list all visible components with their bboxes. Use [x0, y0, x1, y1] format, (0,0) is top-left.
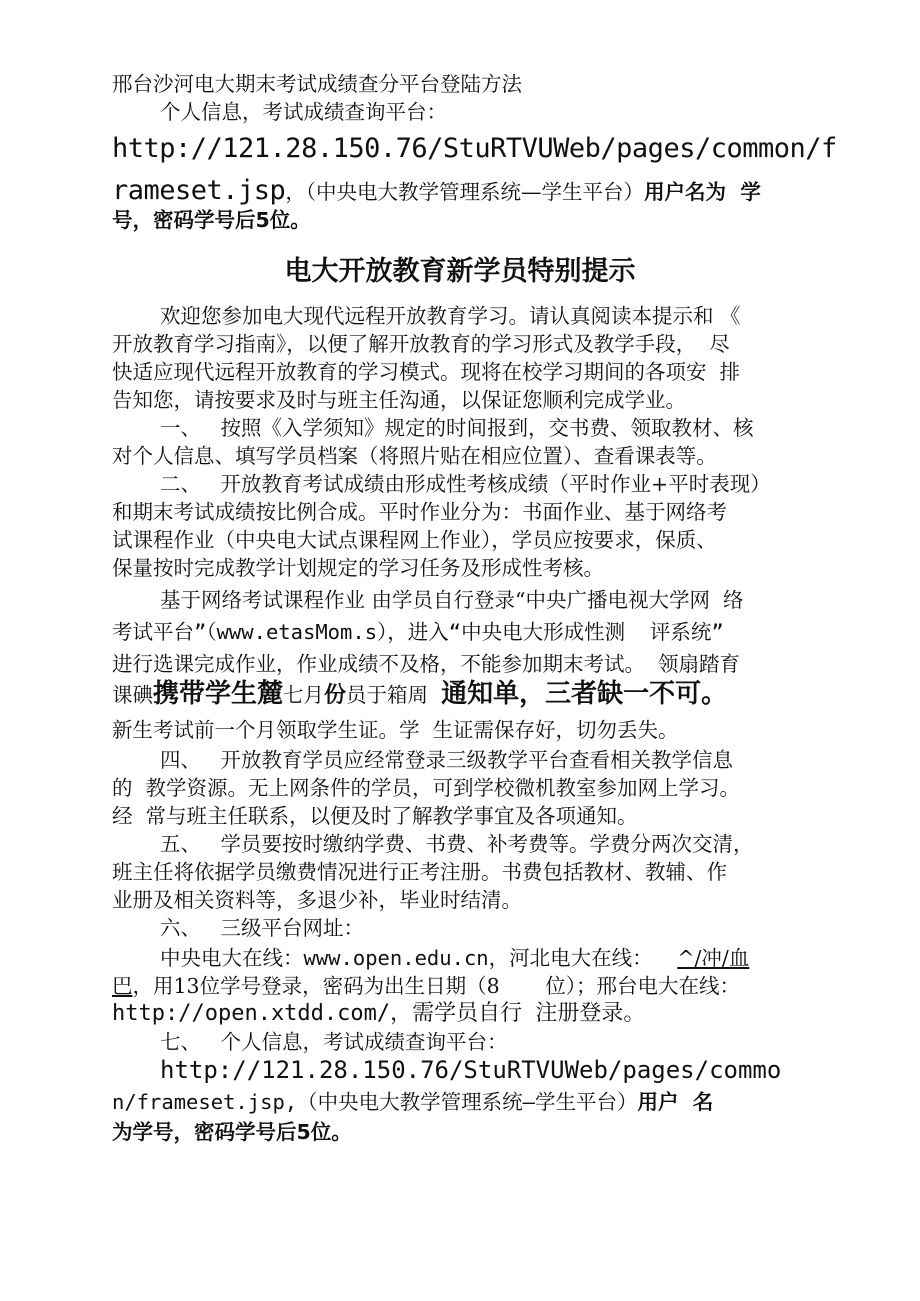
- item2b-line-2-text: 考试平台”（www.etasMom.s），进入“中央电大形成性测 评系统”: [112, 620, 724, 644]
- item7-line-2: [112, 1088, 713, 1116]
- item7-password-note: 为学号，密码学号后5位。: [112, 1120, 352, 1144]
- item2-line-2: 和期末考试成绩按比例合成。平时作业分为：书面作业、基于网络考: [112, 500, 727, 524]
- header-line-url-continued: [112, 174, 761, 208]
- item2b-l4-f: 通知单，三者缺一不可。: [441, 679, 728, 709]
- item6-login-note: ，用13位学号登录，密码为出生日期（8 位）；邢台电大在线：: [132, 974, 740, 998]
- item6-line-2: [112, 972, 740, 1000]
- item2-line-4: 保量按时完成教学计划规定的学习任务及形成性考核。: [112, 556, 604, 580]
- header-system-note: ，（中央电大教学管理系统—学生平台）: [285, 180, 645, 204]
- item5-line-3: 业册及相关资料等，多退少补，毕业时结清。: [112, 888, 522, 912]
- item2-line-3: 试课程作业（中央电大试点课程网上作业），学员应按要求，保质、: [112, 528, 717, 552]
- item4-line-3: 经 常与班主任联系，以便及时了解教学事宜及各项通知。: [112, 804, 638, 828]
- item7-url: http://121.28.150.76/StuRTVUWeb/pages/commo: [160, 1056, 782, 1084]
- item2b-l4-c: 七月: [283, 683, 325, 707]
- intro-line-2: 开放教育学习指南》，以便了解开放教育的学习形式及教学手段， 尽: [112, 332, 730, 356]
- item2b-l4-e: 员于箱周: [346, 683, 442, 707]
- item2b-l4-b: 携带学生麓: [153, 679, 284, 709]
- item6-xingtai-link: http://open.xtdd.com/，需学员自行 注册登录。: [112, 1001, 646, 1026]
- intro-line-3: 快适应现代远程开放教育的学习模式。现将在校学习期间的各项安 排: [112, 360, 741, 384]
- item1-line-2: 对个人信息、填写学员档案（将照片贴在相应位置）、查看课表等。: [112, 444, 717, 468]
- intro-line-1: 欢迎您参加电大现代远程开放教育学习。请认真阅读本提示和 《: [160, 304, 741, 328]
- item7-url-cont: n/frameset.jsp,（中央电大教学管理系统—学生平台）: [112, 1090, 638, 1114]
- item2b-line-4: [112, 680, 727, 710]
- header-username-note: 用户名为 学: [644, 180, 761, 204]
- header-password-note: 号，密码学号后5位。: [112, 208, 311, 232]
- header-url-part2: rameset.jsp: [112, 175, 286, 206]
- item5-line-2: 班主任将依据学员缴费情况进行正考注册。书费包括教材、教辅、作: [112, 860, 727, 884]
- item2b-line-5: 新生考试前一个月领取学生证。学 生证需保存好，切勿丢失。: [112, 718, 679, 742]
- header-line-platform: 个人信息，考试成绩查询平台：: [160, 100, 447, 124]
- item4-line-2: 的 教学资源。无上网条件的学员，可到学校微机教室参加网上学习。: [112, 776, 741, 800]
- item5-line-1: 五、 学员要按时缴纳学费、书费、补考费等。学费分两次交清，: [160, 832, 754, 856]
- item6-heading: 六、 三级平台网址：: [160, 916, 365, 940]
- item2b-line-2: [112, 618, 724, 646]
- item1-line-1: 一、 按照《入学须知》规定的时间报到，交书费、领取教材、核: [160, 416, 754, 440]
- item6-hebei-link[interactable]: ^/冲/血: [677, 946, 750, 970]
- item2b-l4-d: 份: [324, 683, 347, 708]
- item2-line-1: 二、 开放教育考试成绩由形成性考核成绩（平时作业+平时表现）: [160, 472, 771, 496]
- item7-heading: 七、 个人信息，考试成绩查询平台：: [160, 1030, 508, 1054]
- page-title: 电大开放教育新学员特别提示: [284, 256, 636, 287]
- item6-line-1: [160, 944, 749, 972]
- header-url-part1: http://121.28.150.76/StuRTVUWeb/pages/common/f: [112, 133, 837, 164]
- header-line-title: 邢台沙河电大期末考试成绩查分平台登陆方法: [112, 72, 522, 96]
- item6-hebei-link-cont[interactable]: 巴: [112, 974, 133, 998]
- item6-central-link: 中央电大在线：www.open.edu.cn，河北电大在线：: [160, 946, 678, 970]
- item2b-l4-a: 课碘: [112, 683, 153, 707]
- item2b-line-1: 基于网络考试课程作业 由学员自行登录“中央广播电视大学网 络: [160, 588, 744, 612]
- item4-line-1: 四、 开放教育学员应经常登录三级教学平台查看相关教学信息: [160, 748, 734, 772]
- item7-username-note: 用户 名: [637, 1090, 714, 1114]
- item2b-line-3: 进行选课完成作业，作业成绩不及格，不能参加期末考试。 领扇踏育: [112, 652, 741, 676]
- intro-line-4: 告知您，请按要求及时与班主任沟通，以保证您顺利完成学业。: [112, 388, 686, 412]
